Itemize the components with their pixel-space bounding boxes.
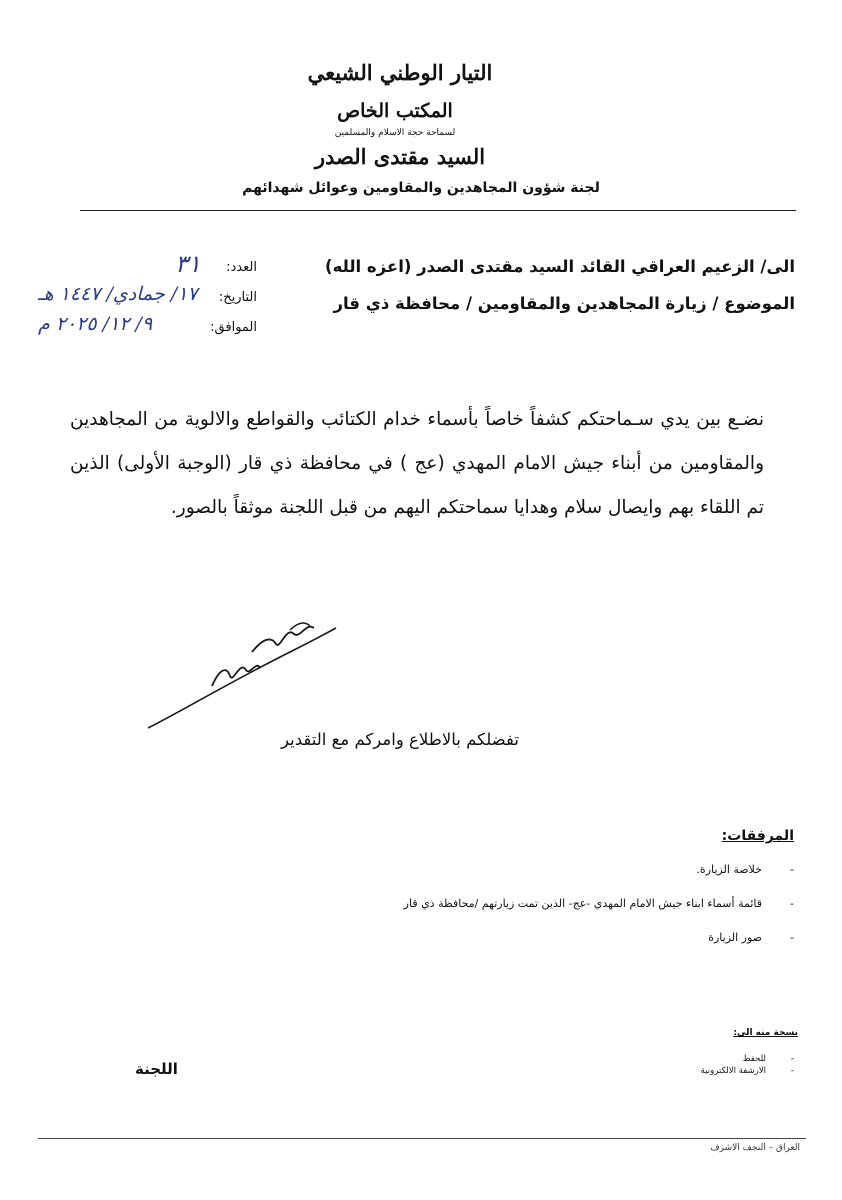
copy-to-item: - للحفظ bbox=[594, 1053, 794, 1065]
copy-to-list bbox=[594, 1053, 794, 1077]
letterhead-movement: التيار الوطني الشيعي bbox=[307, 60, 493, 85]
letterhead-leader: السيد مقتدى الصدر bbox=[314, 144, 486, 169]
number-value: ٣١ bbox=[175, 250, 201, 278]
attachments-list bbox=[194, 862, 794, 964]
attachment-item: - قائمة أسماء ابناء جيش الامام المهدي -عج- الذين تمت زيارتهم /محافظة ذي قار bbox=[194, 896, 794, 930]
date-label: التاريخ: bbox=[218, 290, 257, 305]
date-value: ١٧/ جمادي/ ١٤٤٧ هـ bbox=[38, 283, 198, 305]
handwritten-signature bbox=[140, 600, 340, 740]
copy-to-title: نسخة منه الى: bbox=[733, 1028, 798, 1038]
body-paragraph: نضـع بين يدي سـماحتكم كشفاً خاصاً بأسماء خدام الكتائب والقواطع والالوية من المجاهدين والمقاومين من أبناء جيش الامام المهدي (عج ) في محافظة ذي قار (الوجبة الأولى) الذين تم اللقاء بهم وايصال سلام وهدايا سماحتكم اليهم من قبل اللجنة موثقاً بالصور. bbox=[70, 409, 764, 518]
recipient-line: الى/ الزعيم العراقي القائد السيد مقتدى الصدر (اعزه الله) bbox=[325, 257, 795, 276]
corresponding-date-value: ٩/ ١٢/ ٢٠٢٥ م bbox=[38, 313, 153, 335]
letterhead-office: المكتب الخاص bbox=[337, 100, 453, 122]
attachments-title: المرفقات: bbox=[721, 828, 794, 844]
closing-line: تفضلكم بالاطلاع وامركم مع التقدير bbox=[281, 730, 519, 749]
corresponding-date-label: الموافق: bbox=[210, 320, 257, 335]
attachment-item: - صور الزيارة bbox=[194, 930, 794, 964]
attachment-item: - خلاصة الزيارة. bbox=[194, 862, 794, 896]
number-label: العدد: bbox=[226, 260, 257, 275]
letter-body bbox=[70, 398, 764, 530]
footer-location: العراق – النجف الاشرف bbox=[710, 1143, 800, 1153]
letterhead-tagline: لسماحة حجة الاسلام والمسلمين bbox=[334, 128, 456, 138]
committee-signature: اللجنة bbox=[135, 1060, 178, 1078]
copy-to-item: - الارشفة الالكترونية bbox=[594, 1065, 794, 1077]
header-divider bbox=[80, 210, 796, 211]
subject-line: الموضوع / زيارة المجاهدين والمقاومين / محافظة ذي قار bbox=[333, 294, 795, 313]
footer-divider bbox=[38, 1138, 806, 1139]
letterhead-committee: لجنة شؤون المجاهدين والمقاومين وعوائل شهدائهم bbox=[242, 180, 600, 196]
